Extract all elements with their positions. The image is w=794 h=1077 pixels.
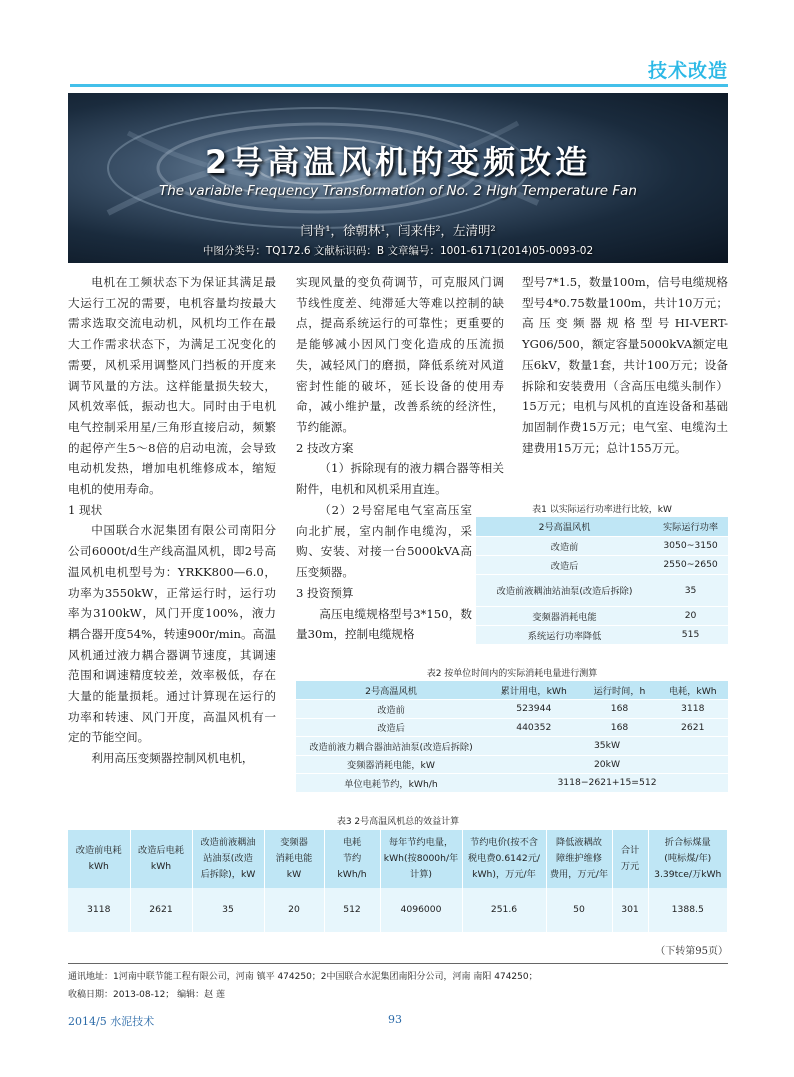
table-cell: 168 — [582, 700, 658, 719]
journal-footer: 2014/5 水泥技术 — [68, 1015, 155, 1028]
table-cell: 440352 — [486, 718, 582, 737]
table-cell: 变频器消耗电能 — [476, 606, 653, 625]
table-header-row — [296, 681, 728, 700]
table-cell: 50 — [546, 888, 612, 932]
table-row — [476, 536, 728, 555]
table-header: 运行时间，h — [582, 681, 658, 700]
footnote-address: 通讯地址：1河南中联节能工程有限公司，河南 镇平 474250；2中国联合水泥集团南阳分公司，河南 南阳 474250； — [68, 972, 538, 982]
continued-note: （下转第95页） — [655, 946, 728, 957]
table-cell: 3118 — [657, 700, 728, 719]
table-cell: 系统运行功率降低 — [476, 625, 653, 644]
table-cell: 改造前 — [296, 700, 486, 719]
footnote-rule — [68, 963, 728, 964]
article-title: 2号高温风机的变频改造 — [204, 143, 592, 181]
table-row — [296, 700, 728, 719]
table-header: 变频器 消耗电能 kW — [264, 830, 324, 888]
table3 — [68, 830, 728, 932]
table-cell: 改造前液耦油站油泵(改造后拆除) — [476, 574, 653, 606]
table-header: 改造后电耗 kWh — [130, 830, 192, 888]
table-row — [296, 737, 728, 756]
table-row — [476, 574, 728, 606]
table-cell: 改造后 — [476, 555, 653, 574]
section-heading: 1 现状 — [68, 502, 103, 517]
classification-info: 中图分类号：TQ172.6 文献标识码：B 文章编号：1001-6171(2014)05-0093-02 — [202, 245, 594, 257]
body-column-2-lower — [296, 500, 472, 645]
table-cell: 515 — [653, 625, 728, 644]
table-row — [296, 718, 728, 737]
section-rule — [70, 84, 728, 87]
table-cell: 1388.5 — [648, 888, 728, 932]
table-cell: 168 — [582, 718, 658, 737]
table-row — [296, 755, 728, 774]
table-header: 降低液耦故 障维护维修 费用，万元/年 — [546, 830, 612, 888]
paragraph: 型号7*1.5，数量100m，信号电缆规格型号4*0.75数量100m，共计10万元；高压变频器规格型号HI-VERT-YG06/500，额定容量5000kVA额定电压6kV，数量1套，共计100万元；设备拆除和安装费用（含高压电缆头制作）15万元；电机与风机的直连设备和基础加固制作费15万元；电气室、电缆沟土建费用15万元；总计155万元。 — [522, 275, 728, 455]
table-cell: 20 — [264, 888, 324, 932]
table-cell: 251.6 — [462, 888, 546, 932]
title-banner — [68, 93, 728, 263]
table3-caption: 表3 2号高温风机总的效益计算 — [336, 817, 460, 827]
table-header: 累计用电，kWh — [486, 681, 582, 700]
table-header: 折合标煤量 (吨标煤/年) 3.39tce/万kWh — [648, 830, 728, 888]
table-cell: 3050~3150 — [653, 536, 728, 555]
table-header-row — [476, 517, 728, 536]
table-row — [476, 625, 728, 644]
table-header: 2号高温风机 — [476, 517, 653, 536]
table2-caption: 表2 按单位时间内的实际消耗电量进行测算 — [426, 669, 598, 679]
table-header: 改造前液耦油 站油泵(改造 后拆除)，kW — [192, 830, 264, 888]
table-cell: 3118 — [68, 888, 130, 932]
section-tag: 技术改造 — [647, 60, 728, 82]
table1 — [476, 517, 728, 645]
paragraph: 高压电缆规格型号3*150，数量30m，控制电缆规格 — [296, 606, 472, 642]
body-column-3 — [522, 272, 728, 458]
body-column-1 — [68, 272, 276, 769]
table-cell: 301 — [612, 888, 648, 932]
footnote-received: 收稿日期：2013-08-12； 编辑：赵 莲 — [68, 990, 226, 1000]
table-cell: 35 — [653, 574, 728, 606]
table-row — [476, 555, 728, 574]
table-cell: 改造前液力耦合器油站油泵(改造后拆除) — [296, 737, 486, 756]
table-cell: 4096000 — [380, 888, 462, 932]
table-header: 2号高温风机 — [296, 681, 486, 700]
body-column-2 — [296, 272, 504, 500]
table-cell: 2621 — [130, 888, 192, 932]
section-heading: 2 技改方案 — [296, 440, 354, 455]
paragraph: 实现风量的变负荷调节，可克服风门调节线性度差、纯滞延大等难以控制的缺点，提高系统运行的可靠性；更重要的是能够减小因风门变化造成的压流损失，减轻风门的磨损，降低系统对风道密封性能的破坏，延长设备的使用寿命，减小维护量，改善系统的经济性，节约能源。 — [296, 275, 504, 434]
table-header-row — [68, 830, 728, 888]
paragraph: （1）拆除现有的液力耦合器等相关附件，电机和风机采用直连。 — [296, 461, 504, 497]
paragraph: 利用高压变频器控制风机电机， — [91, 751, 254, 766]
table2 — [296, 681, 728, 793]
table-header: 电耗，kWh — [657, 681, 728, 700]
paragraph: 电机在工频状态下为保证其满足最大运行工况的需要，电机容量均按最大需求选取交流电动机，风机均工作在最大工作需求状态下，为满足工况变化的需要，风机采用调整风门挡板的开度来调节风量的方法。这样能量损失较大，风机效率低，振动也大。同时由于电机电气控制采用星/三角形直接启动，频繁的起停产生5～8倍的启动电流，会导致电动机发热，增加电机维修成本，缩短电机的使用寿命。 — [68, 275, 276, 497]
table-cell: 2621 — [657, 718, 728, 737]
table-cell: 单位电耗节约，kWh/h — [296, 774, 486, 793]
table-header: 节约电价(按不含 税电费0.6142元/ kWh)，万元/年 — [462, 830, 546, 888]
paragraph: 中国联合水泥集团有限公司南阳分公司6000t/d生产线高温风机，即2号高温风机电机型号为：YRKK800—6.0，功率为3550kW，正常运行时，运行功率为3100kW，风门开度100%，液力耦合器开度54%，转速900r/min。高温风机通过液力耦合器调节速度，其调速范围和调速精度较差，效率极低，存在大量的能量损耗。通过计算现在运行的功率和转速、风门开度，高温风机有一定的节能空间。 — [68, 523, 276, 745]
table-cell: 35kW — [486, 737, 728, 756]
table-row — [476, 606, 728, 625]
paragraph: （2）2号窑尾电气室高压室向北扩展，室内制作电缆沟，采购、安装、对接一台5000kVA高压变频器。 — [296, 503, 472, 580]
table-cell: 20 — [653, 606, 728, 625]
table-header: 实际运行功率 — [653, 517, 728, 536]
table-cell: 2550~2650 — [653, 555, 728, 574]
table-cell: 变频器消耗电能，kW — [296, 755, 486, 774]
page-number: 93 — [388, 1013, 402, 1026]
table-header: 电耗 节约 kWh/h — [324, 830, 380, 888]
table-cell: 3118−2621+15=512 — [486, 774, 728, 793]
article-title-english: The variable Frequency Transformation of No. 2 High Temperature Fan — [159, 183, 637, 199]
table-header: 合计 万元 — [612, 830, 648, 888]
table-row — [296, 774, 728, 793]
table-row — [68, 888, 728, 932]
table-cell: 512 — [324, 888, 380, 932]
table-cell: 改造后 — [296, 718, 486, 737]
table1-caption: 表1 以实际运行功率进行比较，kW — [532, 505, 672, 515]
table-cell: 35 — [192, 888, 264, 932]
section-heading: 3 投资预算 — [296, 585, 354, 600]
table-header: 每年节约电量， kWh(按8000h/年 计算) — [380, 830, 462, 888]
table-header: 改造前电耗 kWh — [68, 830, 130, 888]
authors: 闫肯¹，徐朝林¹，闫来伟²，左清明² — [300, 223, 496, 238]
table-cell: 改造前 — [476, 536, 653, 555]
table-cell: 20kW — [486, 755, 728, 774]
table-cell: 523944 — [486, 700, 582, 719]
